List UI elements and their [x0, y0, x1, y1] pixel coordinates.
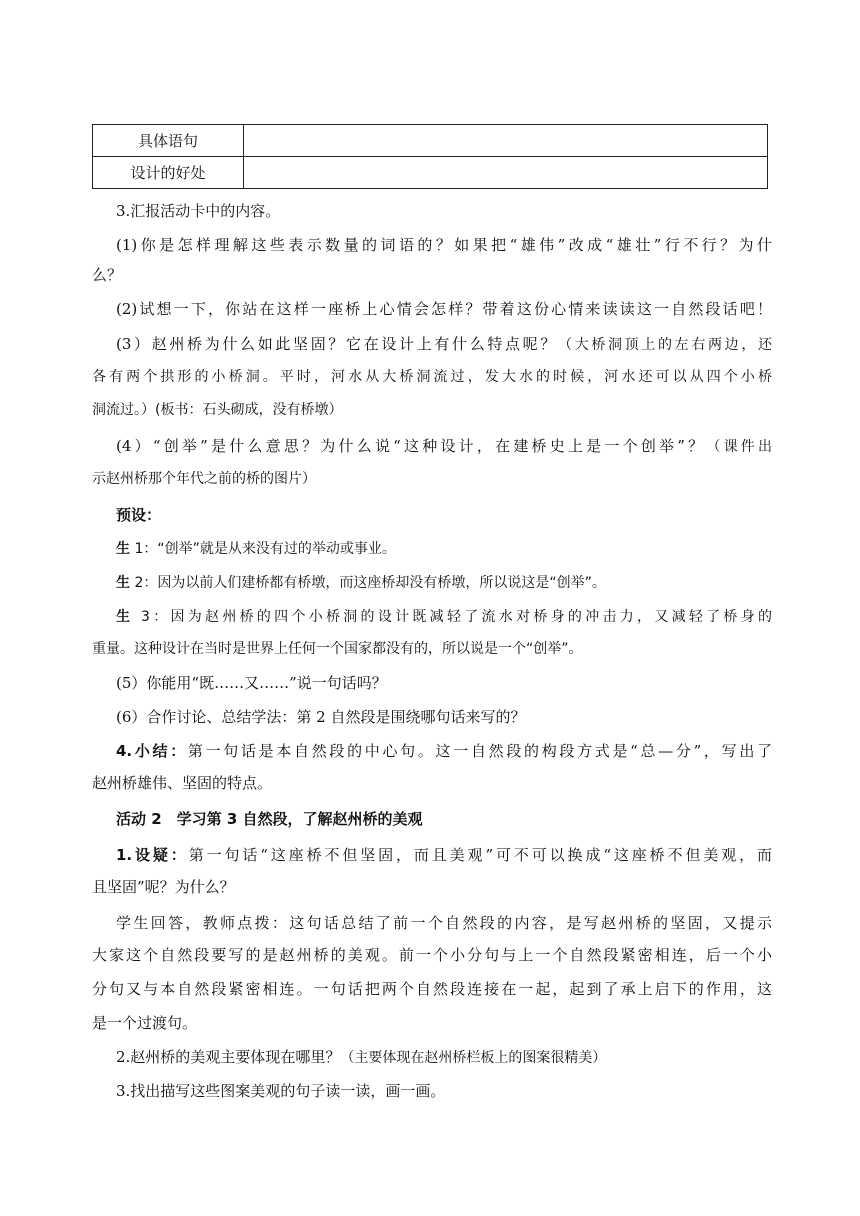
text-line [116, 740, 772, 762]
text-line: 大家这个自然段要写的是赵州桥的美观。前一个小分句与上一个自然段紧密相连，后一个小 [92, 946, 772, 964]
text-line: 3.汇报活动卡中的内容。 [116, 202, 281, 220]
table-row [93, 125, 768, 157]
answer-note: （大桥洞顶上的左右两边，还 [558, 337, 772, 353]
text-span: 3：因为赵州桥的四个小桥洞的设计既减轻了流水对桥身的冲击力，又减轻了桥身的 [133, 609, 772, 625]
question-label: 1.设疑： [116, 846, 189, 864]
answer-note: （主要体现在赵州桥栏板上的图案很精美） [340, 1050, 607, 1066]
speaker-label: 生 [116, 541, 130, 557]
text-line: (5）你能用“既……又……”说一句话吗？ [116, 674, 387, 692]
table-label-cell: 设计的好处 [93, 157, 244, 189]
text-line [116, 435, 772, 458]
text-line: 是一个过渡句。 [92, 1014, 198, 1032]
text-line: (6）合作讨论、总结学法：第 2 自然段是围绕哪句话来写的？ [116, 708, 526, 726]
table-row [93, 157, 768, 189]
text-line: 么？ [92, 266, 123, 284]
text-line [116, 844, 772, 866]
answer-note: （课件出 [706, 439, 773, 455]
text-line: 重量。这种设计在当时是世界上任何一个国家都没有的，所以说是一个“创举”。 [92, 641, 583, 657]
text-line: 赵州桥雄伟、坚固的特点。 [92, 774, 273, 792]
text-line: (2)试想一下，你站在这样一座桥上心情会怎样？带着这份心情来读读这一自然段话吧！ [116, 300, 772, 318]
activity-heading: 活动 2 学习第 3 自然段，了解赵州桥的美观 [116, 810, 423, 828]
text-span: 第一句话是本自然段的中心句。这一自然段的构段方式是“总—分”，写出了 [187, 742, 773, 760]
text-line [116, 538, 772, 560]
table-value-cell [244, 125, 768, 157]
text-line [116, 333, 772, 356]
text-line: 3.找出描写这些图案美观的句子读一读，画一画。 [116, 1082, 446, 1100]
text-line: 各有两个拱形的小桥洞。平时，河水从大桥洞流过，发大水的时候，河水还可以从四个小桥 [92, 369, 772, 385]
text-line: 学生回答，教师点拨：这句话总结了前一个自然段的内容，是写赵州桥的坚固，又提示 [116, 914, 772, 932]
text-span: 2：因为以前人们建桥都有桥墩，而这座桥却没有桥墩，所以说这是“创举”。 [130, 575, 606, 591]
text-span: (3）赵州桥为什么如此坚固？它在设计上有什么特点呢？ [116, 335, 559, 353]
text-line [116, 1046, 772, 1069]
text-line [116, 572, 772, 594]
info-table [92, 124, 768, 189]
text-line [116, 606, 772, 628]
text-line: (1)你是怎样理解这些表示数量的词语的？如果把“雄伟”改成“雄壮”行不行？为什 [116, 236, 772, 254]
text-line: 分句又与本自然段紧密相连。一句话把两个自然段连接在一起，起到了承上启下的作用，这 [92, 980, 772, 998]
text-line: 示赵州桥那个年代之前的桥的图片） [92, 471, 316, 487]
speaker-label: 生 [116, 609, 134, 625]
text-line: 且坚固”呢？为什么？ [92, 878, 235, 896]
text-span: 2.赵州桥的美观主要体现在哪里？ [116, 1048, 341, 1066]
table-value-cell [244, 157, 768, 189]
text-line: 洞流过。）(板书：石头砌成，没有桥墩） [92, 402, 343, 418]
summary-label: 4.小结： [116, 742, 188, 760]
speaker-label: 生 [116, 575, 130, 591]
text-span: 1：“创举”就是从来没有过的举动或事业。 [130, 541, 396, 557]
section-heading: 预设： [116, 506, 162, 524]
table-label-cell: 具体语句 [93, 125, 244, 157]
text-span: (4）“创举”是什么意思？为什么说“这种设计，在建桥史上是一个创举”？ [116, 437, 707, 455]
text-span: 第一句话“这座桥不但坚固，而且美观”可不可以换成“这座桥不但美观，而 [188, 846, 772, 864]
